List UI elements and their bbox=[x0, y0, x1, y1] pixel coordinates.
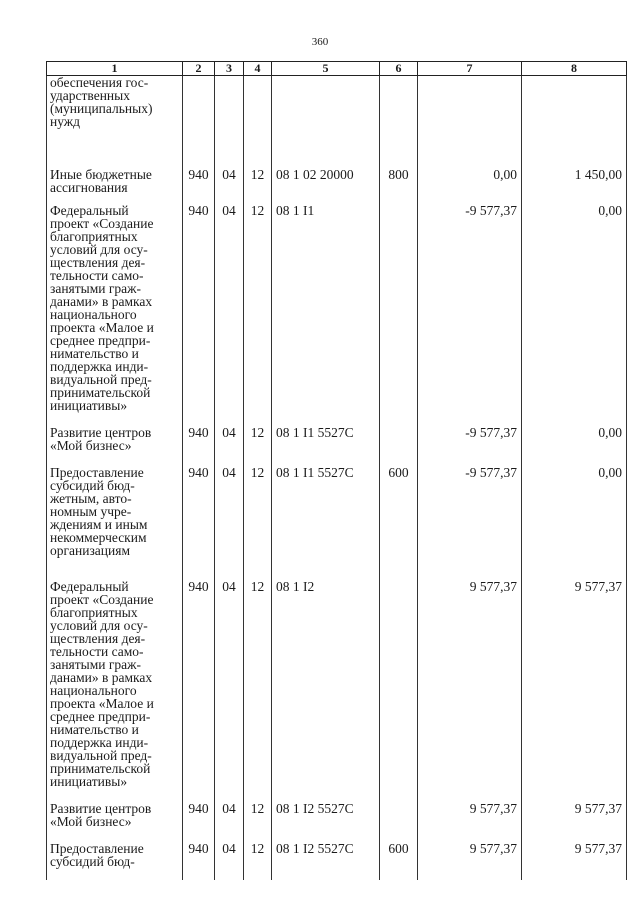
description-line: ждениям и иным bbox=[50, 516, 148, 532]
cell-col-5: 08 1 I2 5527C bbox=[272, 800, 380, 840]
description-line: субсидий бюд- bbox=[50, 477, 135, 493]
cell-col-3: 04 bbox=[215, 800, 244, 840]
description-line: ществления дея- bbox=[50, 254, 146, 270]
cell-col-6: 600 bbox=[380, 464, 418, 578]
column-header: 4 bbox=[244, 62, 272, 76]
cell-col-6 bbox=[380, 202, 418, 424]
description-line: видуальной пред- bbox=[50, 371, 152, 387]
description-line: среднее предпри- bbox=[50, 332, 151, 348]
cell-col-1 bbox=[47, 424, 183, 464]
cell-col-5 bbox=[272, 76, 380, 166]
cell-col-4 bbox=[244, 76, 272, 166]
cell-col-4: 12 bbox=[244, 578, 272, 800]
page-number: 360 bbox=[311, 36, 329, 48]
description-line: инициативы» bbox=[50, 773, 128, 789]
column-header: 5 bbox=[272, 62, 380, 76]
description-line: занятыми граж- bbox=[50, 656, 141, 672]
column-header: 7 bbox=[418, 62, 522, 76]
description-line: проекта «Малое и bbox=[50, 695, 154, 711]
budget-table bbox=[46, 61, 627, 880]
description-line: поддержка инди- bbox=[50, 358, 149, 374]
cell-col-2: 940 bbox=[183, 840, 215, 880]
description-line: занятыми граж- bbox=[50, 280, 141, 296]
cell-col-6 bbox=[380, 424, 418, 464]
cell-col-4: 12 bbox=[244, 424, 272, 464]
table-body bbox=[47, 76, 627, 880]
description-line: благоприятных bbox=[50, 604, 138, 620]
cell-col-7: -9 577,37 bbox=[418, 202, 522, 424]
description-line: национального bbox=[50, 306, 137, 322]
description-line: Предоставление bbox=[50, 840, 144, 856]
description-line: условий для осу- bbox=[50, 617, 148, 633]
cell-col-6 bbox=[380, 800, 418, 840]
cell-col-1 bbox=[47, 800, 183, 840]
cell-col-3: 04 bbox=[215, 202, 244, 424]
cell-col-6 bbox=[380, 76, 418, 166]
description-line: данами» в рамках bbox=[50, 293, 153, 309]
description-line: Иные бюджетные bbox=[50, 166, 152, 182]
description-line: жетным, авто- bbox=[50, 490, 132, 506]
cell-col-5: 08 1 I1 5527C bbox=[272, 424, 380, 464]
description-line: ществления дея- bbox=[50, 630, 146, 646]
description-line: некоммерческим bbox=[50, 529, 147, 545]
cell-col-5: 08 1 I2 5527C bbox=[272, 840, 380, 880]
cell-col-7: 0,00 bbox=[418, 166, 522, 202]
description-line: проект «Создание bbox=[50, 215, 154, 231]
description-line: Предоставление bbox=[50, 464, 144, 480]
cell-col-2: 940 bbox=[183, 166, 215, 202]
description-line: номным учре- bbox=[50, 503, 132, 519]
cell-col-8: 1 450,00 bbox=[522, 166, 627, 202]
cell-col-2 bbox=[183, 76, 215, 166]
cell-col-7 bbox=[418, 76, 522, 166]
cell-col-6 bbox=[380, 578, 418, 800]
header-row bbox=[47, 62, 627, 76]
description-line: благоприятных bbox=[50, 228, 138, 244]
description-line: поддержка инди- bbox=[50, 734, 149, 750]
cell-col-3: 04 bbox=[215, 424, 244, 464]
cell-col-7: -9 577,37 bbox=[418, 464, 522, 578]
cell-col-4: 12 bbox=[244, 202, 272, 424]
cell-col-3: 04 bbox=[215, 578, 244, 800]
description-line: тельности само- bbox=[50, 643, 144, 659]
cell-col-2: 940 bbox=[183, 800, 215, 840]
cell-col-1 bbox=[47, 202, 183, 424]
description-line: (муниципальных) bbox=[50, 101, 153, 116]
cell-col-7: 9 577,37 bbox=[418, 840, 522, 880]
cell-col-1 bbox=[47, 578, 183, 800]
cell-col-7: 9 577,37 bbox=[418, 578, 522, 800]
description-line: Федеральный bbox=[50, 202, 129, 218]
cell-col-7: 9 577,37 bbox=[418, 800, 522, 840]
cell-col-4: 12 bbox=[244, 840, 272, 880]
cell-col-4: 12 bbox=[244, 166, 272, 202]
cell-col-2: 940 bbox=[183, 578, 215, 800]
description-line: тельности само- bbox=[50, 267, 144, 283]
cell-col-2: 940 bbox=[183, 202, 215, 424]
table-row bbox=[47, 464, 627, 578]
cell-col-5: 08 1 02 20000 bbox=[272, 166, 380, 202]
description-line: субсидий бюд- bbox=[50, 853, 135, 869]
cell-col-7: -9 577,37 bbox=[418, 424, 522, 464]
description-line: «Мой бизнес» bbox=[50, 437, 132, 453]
description-line: ударственных bbox=[50, 88, 130, 103]
cell-col-1 bbox=[47, 166, 183, 202]
cell-col-8 bbox=[522, 76, 627, 166]
cell-col-3: 04 bbox=[215, 166, 244, 202]
description-line: принимательской bbox=[50, 760, 151, 776]
description-line: обеспечения гос- bbox=[50, 75, 149, 90]
cell-col-8: 9 577,37 bbox=[522, 800, 627, 840]
cell-col-5: 08 1 I1 5527C bbox=[272, 464, 380, 578]
table-row bbox=[47, 202, 627, 424]
table-row bbox=[47, 166, 627, 202]
cell-col-4: 12 bbox=[244, 800, 272, 840]
cell-col-3 bbox=[215, 76, 244, 166]
column-header: 6 bbox=[380, 62, 418, 76]
description-line: условий для осу- bbox=[50, 241, 148, 257]
description-line: Развитие центров bbox=[50, 424, 152, 440]
description-line: Развитие центров bbox=[50, 800, 152, 816]
description-line: нимательство и bbox=[50, 345, 139, 361]
description-line: данами» в рамках bbox=[50, 669, 153, 685]
cell-col-1 bbox=[47, 76, 183, 166]
table-row bbox=[47, 76, 627, 166]
cell-col-2: 940 bbox=[183, 424, 215, 464]
cell-col-1 bbox=[47, 840, 183, 880]
cell-col-5: 08 1 I1 bbox=[272, 202, 380, 424]
cell-col-8: 9 577,37 bbox=[522, 578, 627, 800]
column-header: 3 bbox=[215, 62, 244, 76]
table-row bbox=[47, 578, 627, 800]
description-line: среднее предпри- bbox=[50, 708, 151, 724]
description-line: нужд bbox=[50, 114, 80, 129]
description-line: организациям bbox=[50, 542, 131, 558]
description-line: принимательской bbox=[50, 384, 151, 400]
description-line: проекта «Малое и bbox=[50, 319, 154, 335]
description-line: национального bbox=[50, 682, 137, 698]
cell-col-8: 0,00 bbox=[522, 424, 627, 464]
description-line: Федеральный bbox=[50, 578, 129, 594]
column-header: 1 bbox=[47, 62, 183, 76]
description-line: проект «Создание bbox=[50, 591, 154, 607]
column-header: 2 bbox=[183, 62, 215, 76]
cell-col-6: 800 bbox=[380, 166, 418, 202]
description-line: инициативы» bbox=[50, 397, 128, 413]
cell-col-8: 9 577,37 bbox=[522, 840, 627, 880]
description-line: нимательство и bbox=[50, 721, 139, 737]
cell-col-1 bbox=[47, 464, 183, 578]
cell-col-8: 0,00 bbox=[522, 202, 627, 424]
cell-col-4: 12 bbox=[244, 464, 272, 578]
table-row bbox=[47, 424, 627, 464]
cell-col-8: 0,00 bbox=[522, 464, 627, 578]
cell-col-3: 04 bbox=[215, 840, 244, 880]
description-line: видуальной пред- bbox=[50, 747, 152, 763]
cell-col-5: 08 1 I2 bbox=[272, 578, 380, 800]
table-row bbox=[47, 840, 627, 880]
column-header: 8 bbox=[522, 62, 627, 76]
cell-col-3: 04 bbox=[215, 464, 244, 578]
description-line: ассигнования bbox=[50, 179, 128, 195]
description-line: «Мой бизнес» bbox=[50, 813, 132, 829]
cell-col-2: 940 bbox=[183, 464, 215, 578]
cell-col-6: 600 bbox=[380, 840, 418, 880]
table-row bbox=[47, 800, 627, 840]
